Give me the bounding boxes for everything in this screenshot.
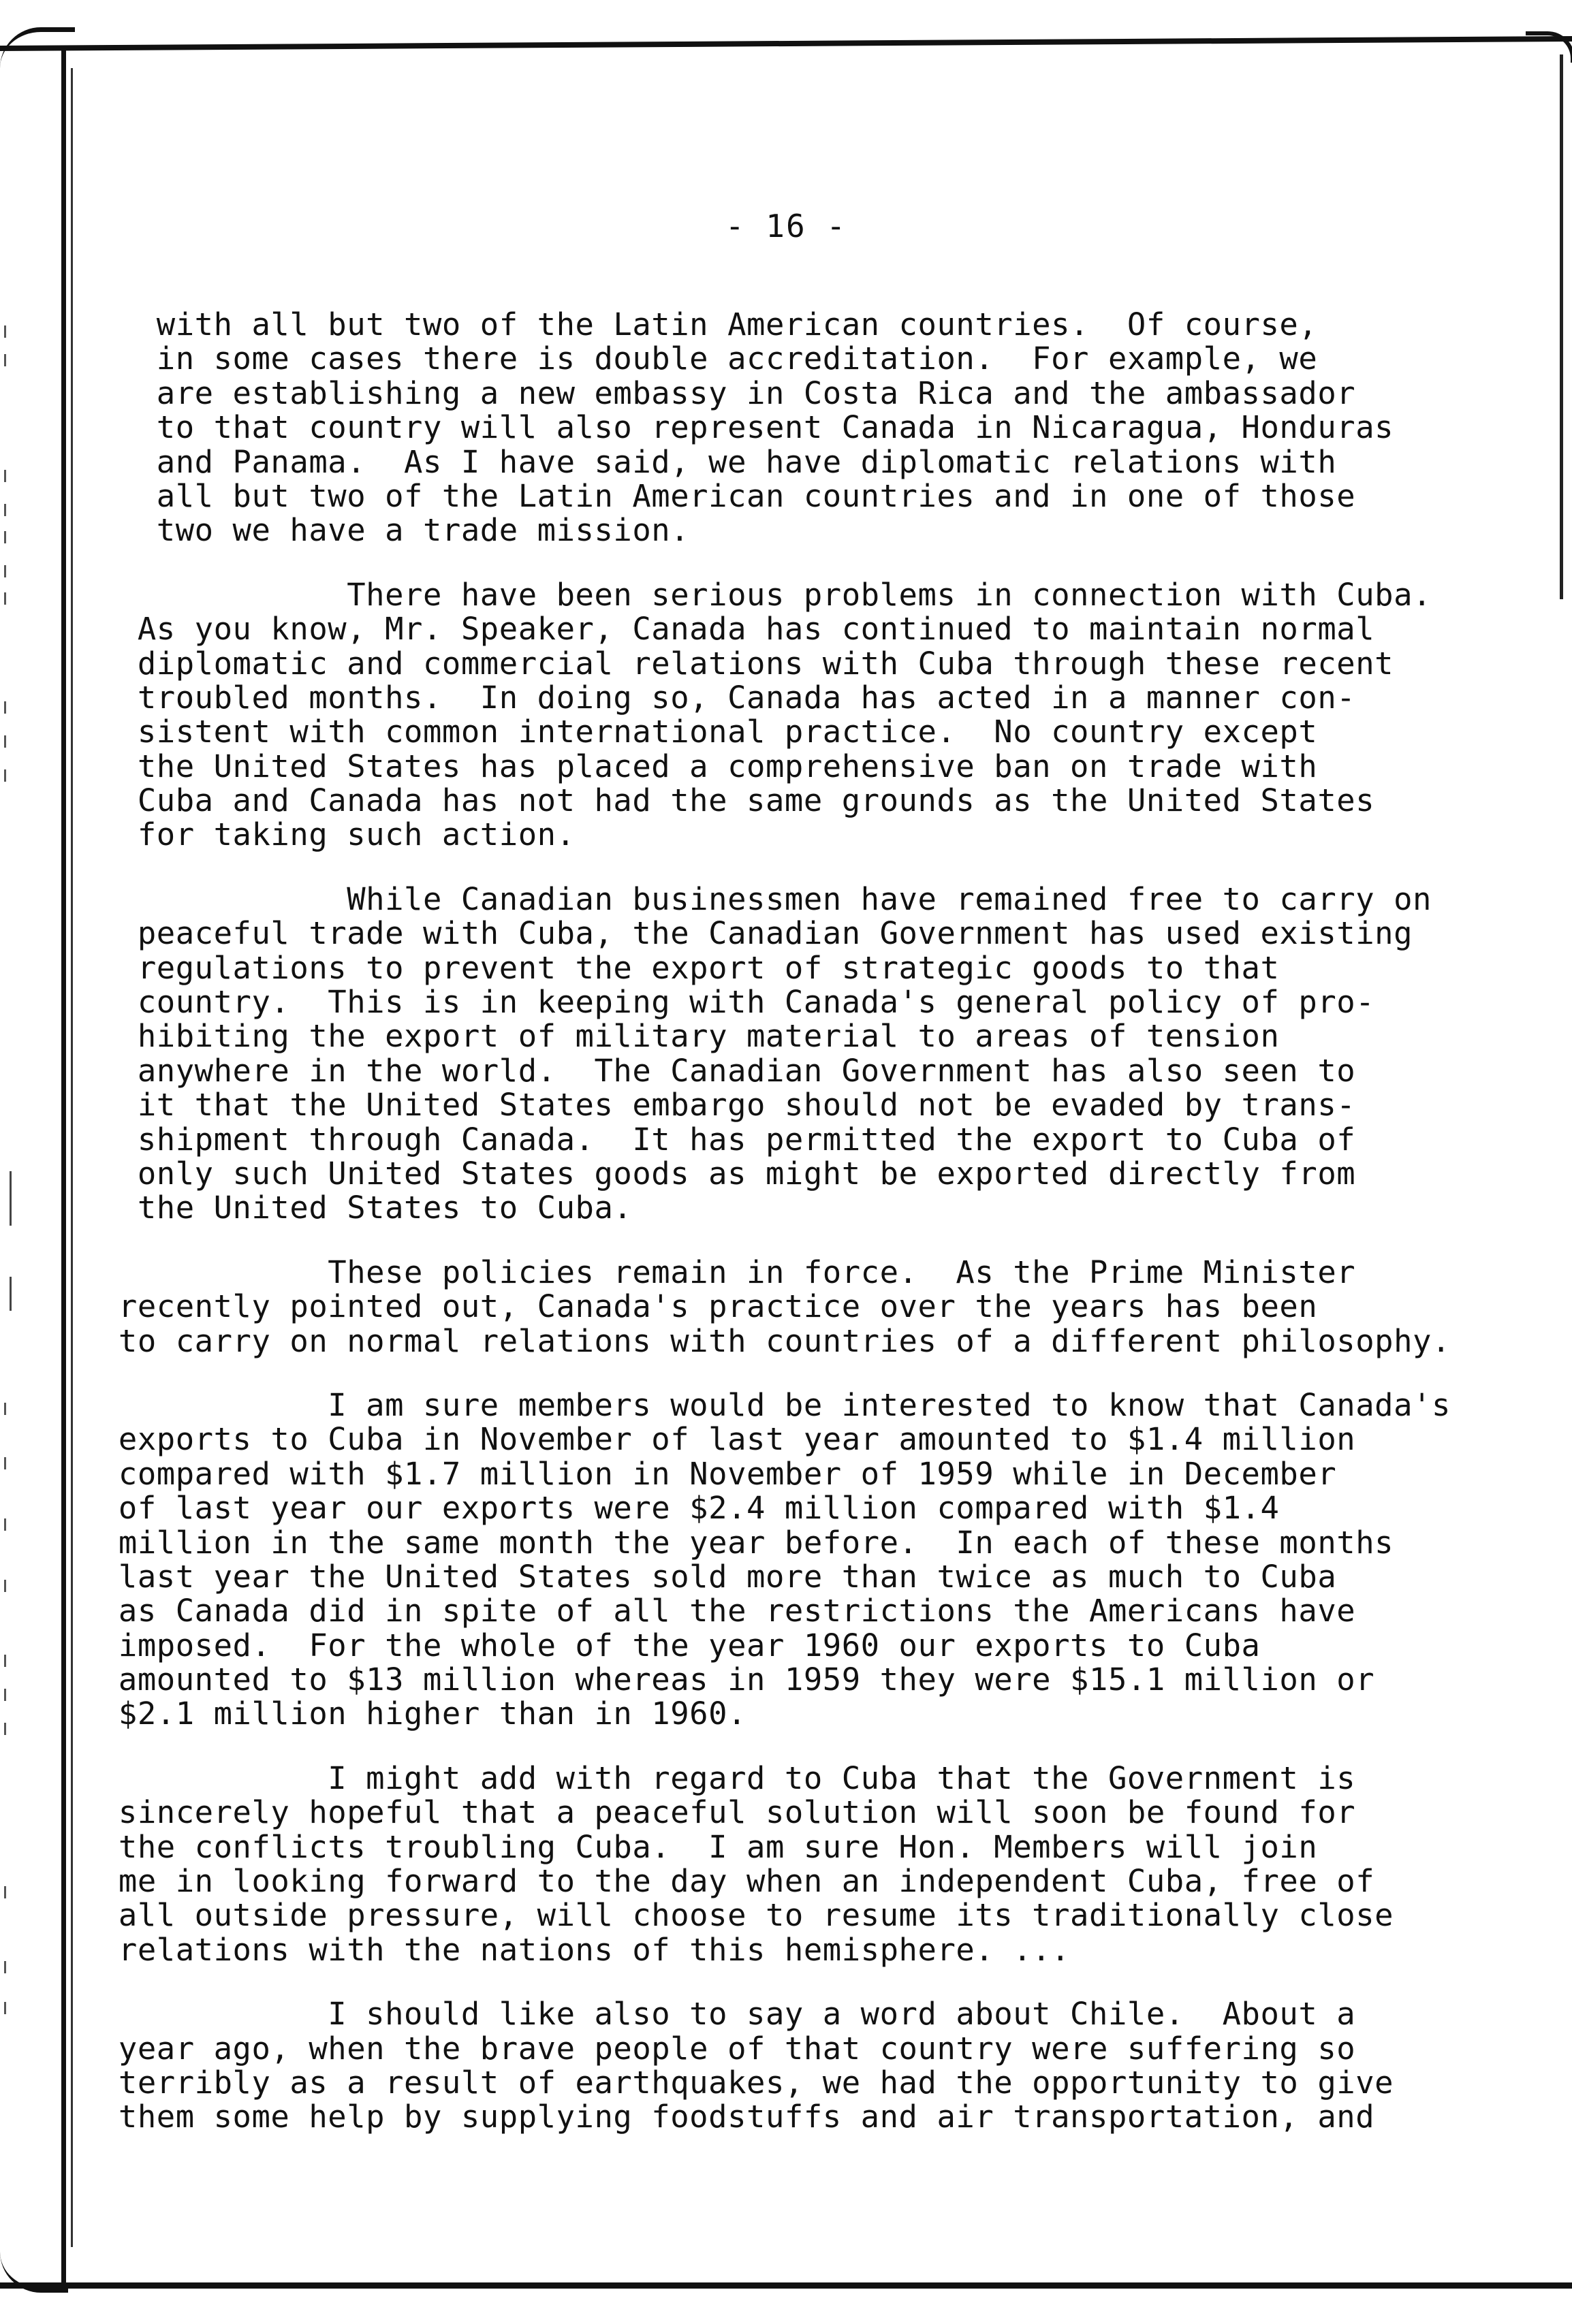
margin-tick	[4, 1403, 13, 1415]
paragraph-latin-america	[80, 308, 1545, 548]
text-line: and Panama. As I have said, we have diplomatic relations with	[80, 443, 1337, 480]
frame-left-rule-outer	[61, 48, 66, 2288]
margin-tick	[4, 531, 13, 543]
paragraph-trade-regulations	[80, 882, 1545, 1226]
text-line: all but two of the Latin American countries and in one of those	[80, 477, 1356, 514]
text-line: for taking such action.	[80, 816, 576, 853]
text-line: last year the United States sold more than twice as much to Cuba	[80, 1558, 1337, 1595]
margin-tick	[4, 565, 13, 577]
text-line: As you know, Mr. Speaker, Canada has continued to maintain normal	[80, 611, 1375, 648]
text-line: the conflicts troubling Cuba. I am sure Hon. Members will join	[80, 1828, 1318, 1865]
paragraph-peaceful-solution	[80, 1762, 1545, 1967]
margin-tick	[4, 1723, 13, 1735]
text-line: amounted to $13 million whereas in 1959 they were $15.1 million or	[80, 1661, 1375, 1698]
paragraph-cuba-problems	[80, 578, 1545, 853]
margin-tick	[4, 504, 13, 516]
text-line: terribly as a result of earthquakes, we had the opportunity to give	[80, 2064, 1394, 2101]
margin-tick	[4, 325, 13, 338]
text-line: two we have a trade mission.	[80, 512, 690, 549]
text-line: imposed. For the whole of the year 1960 our exports to Cuba	[80, 1627, 1261, 1664]
margin-bar	[10, 1277, 12, 1311]
text-line: These policies remain in force. As the Prime Minister	[80, 1254, 1356, 1290]
text-line: to carry on normal relations with countries of a different philosophy.	[80, 1322, 1451, 1359]
text-line: Cuba and Canada has not had the same grounds as the United States	[80, 782, 1375, 819]
margin-tick	[4, 1457, 13, 1469]
margin-tick	[4, 1961, 13, 1973]
text-line: I am sure members would be interested to know that Canada's	[80, 1386, 1451, 1423]
frame-top-rule	[0, 36, 1572, 51]
text-line: of last year our exports were $2.4 million compared with $1.4	[80, 1490, 1280, 1527]
margin-tick	[4, 592, 13, 605]
text-line: shipment through Canada. It has permitted the export to Cuba of	[80, 1121, 1356, 1158]
margin-tick	[4, 1518, 13, 1531]
text-line: I might add with regard to Cuba that the Government is	[80, 1760, 1356, 1796]
text-line: sistent with common international practice. No country except	[80, 714, 1318, 750]
text-line: $2.1 million higher than in 1960.	[80, 1696, 747, 1732]
margin-ticks	[4, 0, 18, 2324]
margin-tick	[4, 735, 13, 748]
text-line: it that the United States embargo should not be evaded by trans-	[80, 1087, 1356, 1124]
text-line: to that country will also represent Canada in Nicaragua, Honduras	[80, 409, 1394, 446]
text-line: compared with $1.7 million in November of 1959 while in December	[80, 1455, 1337, 1492]
text-line: diplomatic and commercial relations with Cuba through these recent	[80, 645, 1394, 682]
paragraph-export-figures	[80, 1388, 1545, 1732]
text-line: are establishing a new embassy in Costa Rica and the ambassador	[80, 375, 1356, 411]
text-line: the United States to Cuba.	[80, 1190, 633, 1226]
page-number: - 16 -	[725, 208, 847, 244]
margin-tick	[4, 1580, 13, 1592]
text-line: in some cases there is double accreditation. For example, we	[80, 340, 1318, 377]
margin-tick	[4, 1689, 13, 1701]
text-line: anywhere in the world. The Canadian Government has also seen to	[80, 1052, 1356, 1089]
text-line: only such United States goods as might be exported directly from	[80, 1155, 1356, 1192]
text-line: There have been serious problems in connection with Cuba.	[80, 576, 1432, 613]
text-line: all outside pressure, will choose to resume its traditionally close	[80, 1897, 1394, 1934]
margin-tick	[4, 1655, 13, 1667]
body-text	[80, 308, 1545, 2165]
paragraph-chile	[80, 1997, 1545, 2135]
text-line: them some help by supplying foodstuffs and air transportation, and	[80, 2099, 1375, 2135]
text-line: relations with the nations of this hemisphere. ...	[80, 1931, 1071, 1968]
text-line: with all but two of the Latin American countries. Of course,	[80, 306, 1318, 343]
text-line: hibiting the export of military material to areas of tension	[80, 1018, 1280, 1055]
text-line: peaceful trade with Cuba, the Canadian Government has used existing	[80, 915, 1413, 952]
margin-tick	[4, 354, 13, 366]
margin-tick	[4, 2002, 13, 2014]
text-line: recently pointed out, Canada's practice over the years has been	[80, 1288, 1318, 1325]
margin-tick	[4, 769, 13, 782]
text-line: regulations to prevent the export of strategic goods to that	[80, 949, 1280, 986]
text-line: exports to Cuba in November of last year amounted to $1.4 million	[80, 1421, 1356, 1458]
margin-tick	[4, 1886, 13, 1898]
margin-tick	[4, 701, 13, 714]
text-line: I should like also to say a word about Chile. About a	[80, 1996, 1356, 2033]
text-line: While Canadian businessmen have remained free to carry on	[80, 880, 1432, 917]
frame-left-rule-inner	[71, 68, 73, 2247]
text-line: the United States has placed a comprehensive ban on trade with	[80, 748, 1318, 784]
text-line: me in looking forward to the day when an independent Cuba, free of	[80, 1863, 1375, 1900]
text-line: sincerely hopeful that a peaceful solution will soon be found for	[80, 1794, 1356, 1831]
frame-right-rule	[1560, 54, 1563, 599]
margin-tick	[4, 470, 13, 482]
paragraph-policies-in-force	[80, 1256, 1545, 1358]
text-line: million in the same month the year before. In each of these months	[80, 1524, 1394, 1561]
text-line: as Canada did in spite of all the restrictions the Americans have	[80, 1593, 1356, 1629]
text-line: country. This is in keeping with Canada's general policy of pro-	[80, 984, 1375, 1021]
text-line: troubled months. In doing so, Canada has acted in a manner con-	[80, 679, 1356, 716]
text-line: year ago, when the brave people of that country were suffering so	[80, 2030, 1356, 2067]
margin-bar	[10, 1171, 12, 1226]
frame-bottom-rule	[0, 2282, 1572, 2289]
